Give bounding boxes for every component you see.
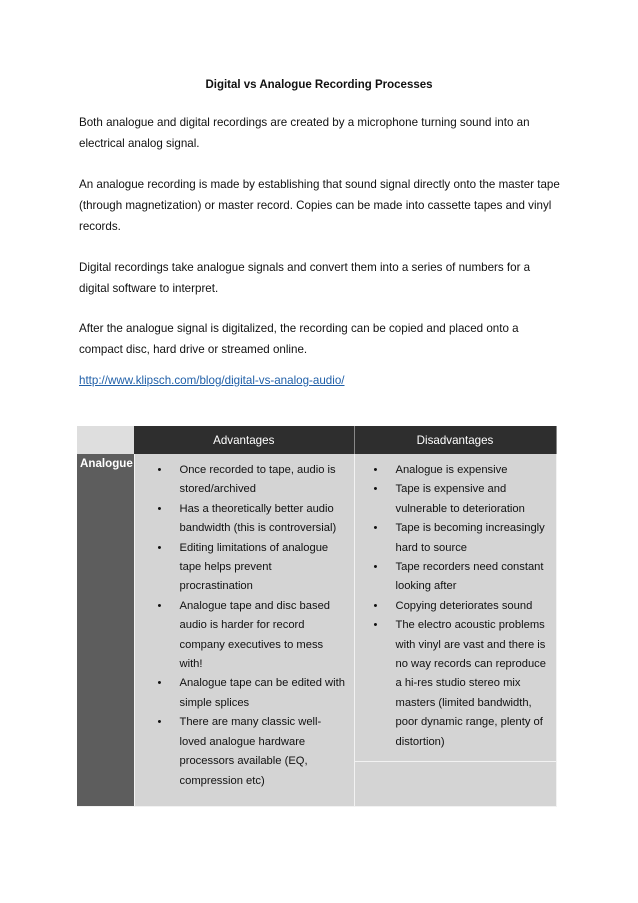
disadvantage-item: • Copying deteriorates sound bbox=[374, 597, 549, 616]
disadvantage-item: • Tape is expensive and vulnerable to deterioration bbox=[374, 480, 549, 519]
header-disadvantages: Disadvantages bbox=[354, 426, 556, 454]
disadvantages-empty-cell bbox=[354, 762, 556, 807]
paragraph-analogue: An analogue recording is made by establishing that sound signal directly onto the master tape (through magnetization) or master record. Copies can be made into cassette tapes and vinyl records. bbox=[79, 178, 560, 233]
advantage-item: • Editing limitations of analogue tape helps prevent procrastination bbox=[158, 539, 347, 597]
advantage-item: • Analogue tape and disc based audio is harder for record company executives to mess with! bbox=[158, 597, 347, 675]
advantage-item: • Analogue tape can be edited with simple splices bbox=[158, 674, 347, 713]
disadvantage-item: • Tape is becoming increasingly hard to source bbox=[374, 519, 549, 558]
paragraph-after-digitalized: After the analogue signal is digitalized, the recording can be copied and placed onto a compact disc, hard drive or streamed online. bbox=[79, 322, 519, 356]
header-advantages: Advantages bbox=[134, 426, 354, 454]
disadvantages-cell bbox=[354, 454, 556, 762]
paragraph-digital: Digital recordings take analogue signals and convert them into a series of numbers for a digital software to interpret. bbox=[79, 261, 531, 295]
disadvantage-item: • Analogue is expensive bbox=[374, 461, 549, 480]
disadvantage-item: • The electro acoustic problems with vinyl are vast and there is no way records can reproduce a hi-res studio stereo mix masters (limited bandwidth, poor dynamic range, plenty of distortion) bbox=[374, 616, 549, 752]
row-label-analogue: Analogue bbox=[77, 454, 134, 807]
paragraph-intro: Both analogue and digital recordings are created by a microphone turning sound into an electrical analog signal. bbox=[79, 116, 530, 150]
document-title: Digital vs Analogue Recording Processes bbox=[205, 79, 433, 91]
advantage-item: • Once recorded to tape, audio is stored/archived bbox=[158, 461, 347, 500]
comparison-table bbox=[77, 426, 557, 807]
advantages-list bbox=[136, 455, 353, 799]
source-link[interactable]: http://www.klipsch.com/blog/digital-vs-analog-audio/ bbox=[79, 374, 345, 387]
table-row-analogue bbox=[77, 454, 556, 762]
advantage-item: • Has a theoretically better audio bandwidth (this is controversial) bbox=[158, 500, 347, 539]
disadvantage-item: • Tape recorders need constant looking after bbox=[374, 558, 549, 597]
header-corner-cell bbox=[77, 426, 134, 454]
disadvantages-list bbox=[356, 455, 555, 760]
advantage-item: • There are many classic well-loved analogue hardware processors available (EQ, compression etc) bbox=[158, 713, 347, 791]
table-header-row bbox=[77, 426, 556, 454]
advantages-cell bbox=[134, 454, 354, 807]
